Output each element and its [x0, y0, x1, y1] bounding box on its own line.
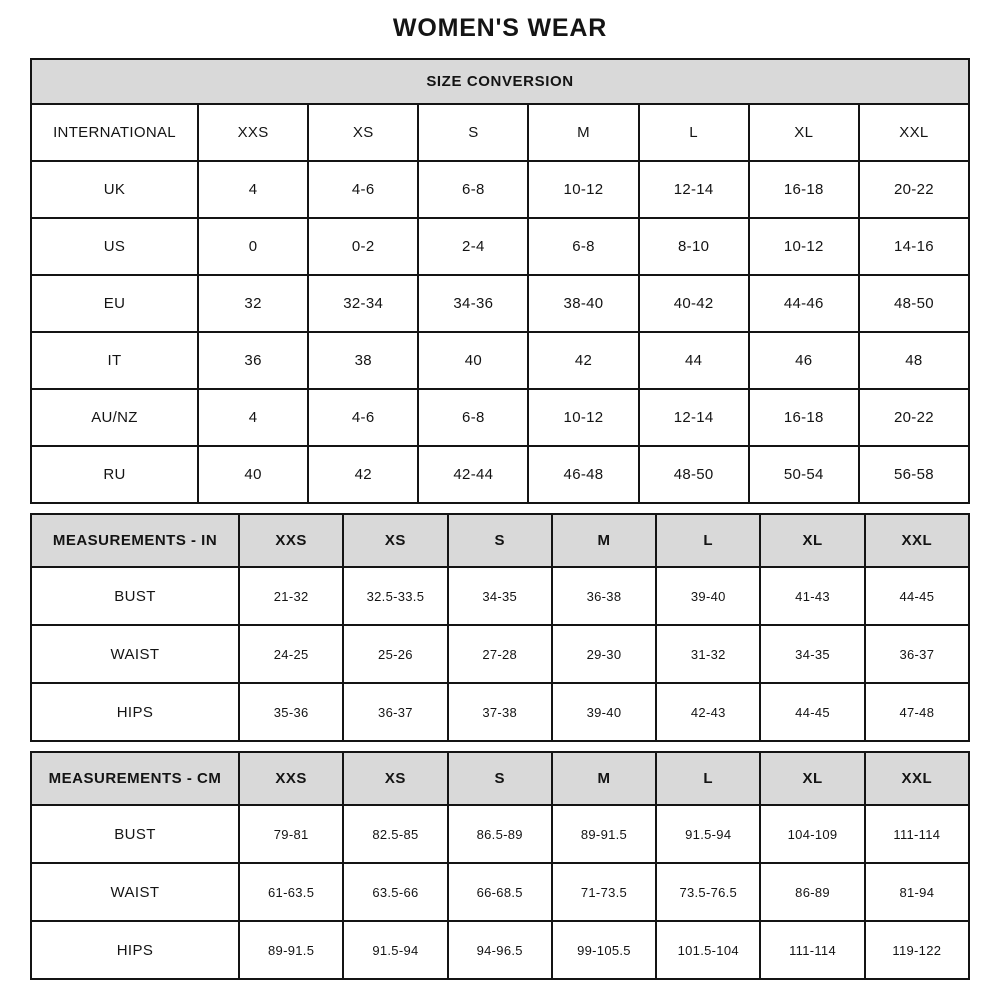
measurement-row [31, 683, 969, 741]
column-header-size: L [656, 514, 760, 567]
column-header-size: L [656, 752, 760, 805]
size-value-cell: 42 [308, 446, 418, 503]
measurement-value-cell: 34-35 [448, 567, 552, 625]
size-value-cell: 40 [198, 446, 308, 503]
measurement-value-cell: 35-36 [239, 683, 343, 741]
size-value-cell: 20-22 [859, 161, 969, 218]
size-value-cell: 38 [308, 332, 418, 389]
size-value-cell: 10-12 [528, 389, 638, 446]
size-value-cell: 20-22 [859, 389, 969, 446]
column-header-size: L [639, 104, 749, 161]
size-value-cell: 0 [198, 218, 308, 275]
measurement-value-cell: 39-40 [656, 567, 760, 625]
size-conversion-band-row [31, 59, 969, 104]
size-value-cell: 48 [859, 332, 969, 389]
column-header-size: XL [760, 514, 864, 567]
measurement-value-cell: 86-89 [760, 863, 864, 921]
column-header-size: M [552, 752, 656, 805]
measurement-value-cell: 73.5-76.5 [656, 863, 760, 921]
page-title: WOMEN'S WEAR [392, 14, 608, 42]
column-header-size: XXS [239, 514, 343, 567]
measurements-in-header-section [31, 514, 969, 567]
measurement-value-cell: 91.5-94 [343, 921, 447, 979]
column-header-size: S [448, 514, 552, 567]
measurement-value-cell: 37-38 [448, 683, 552, 741]
measurement-value-cell: 36-37 [343, 683, 447, 741]
size-value-cell: 4 [198, 389, 308, 446]
row-label: HIPS [31, 683, 239, 741]
size-value-cell: 46 [749, 332, 859, 389]
measurements-cm-header-section [31, 752, 969, 805]
column-header-size: XL [760, 752, 864, 805]
size-value-cell: 42-44 [418, 446, 528, 503]
row-label: EU [31, 275, 198, 332]
size-value-cell: 34-36 [418, 275, 528, 332]
row-label: WAIST [31, 863, 239, 921]
measurement-row [31, 863, 969, 921]
measurements-cm-table [30, 751, 970, 980]
column-header-size: XXL [859, 104, 969, 161]
measurement-value-cell: 27-28 [448, 625, 552, 683]
measurement-value-cell: 111-114 [760, 921, 864, 979]
column-header-size: M [552, 514, 656, 567]
size-value-cell: 12-14 [639, 161, 749, 218]
measurement-value-cell: 91.5-94 [656, 805, 760, 863]
measurement-value-cell: 71-73.5 [552, 863, 656, 921]
size-value-cell: 42 [528, 332, 638, 389]
measurements-in-columns-row [31, 514, 969, 567]
size-value-cell: 4 [198, 161, 308, 218]
size-value-cell: 40 [418, 332, 528, 389]
row-label: RU [31, 446, 198, 503]
row-label: BUST [31, 805, 239, 863]
size-value-cell: 8-10 [639, 218, 749, 275]
measurement-value-cell: 32.5-33.5 [343, 567, 447, 625]
measurement-value-cell: 63.5-66 [343, 863, 447, 921]
measurement-row [31, 921, 969, 979]
size-conversion-row [31, 389, 969, 446]
size-value-cell: 48-50 [859, 275, 969, 332]
measurement-value-cell: 81-94 [865, 863, 969, 921]
size-value-cell: 46-48 [528, 446, 638, 503]
measurement-value-cell: 119-122 [865, 921, 969, 979]
measurement-value-cell: 79-81 [239, 805, 343, 863]
size-conversion-row [31, 275, 969, 332]
measurement-value-cell: 82.5-85 [343, 805, 447, 863]
column-header-size: XS [343, 752, 447, 805]
measurement-value-cell: 89-91.5 [552, 805, 656, 863]
size-value-cell: 6-8 [418, 389, 528, 446]
size-value-cell: 32-34 [308, 275, 418, 332]
size-value-cell: 44 [639, 332, 749, 389]
size-conversion-columns-row [31, 104, 969, 161]
measurement-value-cell: 86.5-89 [448, 805, 552, 863]
size-value-cell: 36 [198, 332, 308, 389]
measurement-value-cell: 29-30 [552, 625, 656, 683]
column-header-size: M [528, 104, 638, 161]
size-value-cell: 4-6 [308, 161, 418, 218]
size-conversion-row [31, 218, 969, 275]
column-header-measurements: MEASUREMENTS - CM [31, 752, 239, 805]
measurements-in-table [30, 513, 970, 742]
row-label: IT [31, 332, 198, 389]
column-header-international: INTERNATIONAL [31, 104, 198, 161]
measurement-value-cell: 36-38 [552, 567, 656, 625]
size-value-cell: 50-54 [749, 446, 859, 503]
size-conversion-row [31, 332, 969, 389]
size-value-cell: 32 [198, 275, 308, 332]
column-header-size: XL [749, 104, 859, 161]
column-header-measurements: MEASUREMENTS - IN [31, 514, 239, 567]
size-value-cell: 0-2 [308, 218, 418, 275]
size-conversion-body [31, 161, 969, 503]
size-value-cell: 44-46 [749, 275, 859, 332]
size-value-cell: 4-6 [308, 389, 418, 446]
size-conversion-header-section [31, 59, 969, 161]
measurements-cm-columns-row [31, 752, 969, 805]
measurement-value-cell: 41-43 [760, 567, 864, 625]
measurement-value-cell: 39-40 [552, 683, 656, 741]
row-label: WAIST [31, 625, 239, 683]
size-value-cell: 10-12 [528, 161, 638, 218]
measurements-cm-body [31, 805, 969, 979]
size-value-cell: 6-8 [418, 161, 528, 218]
measurement-value-cell: 47-48 [865, 683, 969, 741]
row-label: HIPS [31, 921, 239, 979]
measurement-value-cell: 34-35 [760, 625, 864, 683]
column-header-size: S [418, 104, 528, 161]
row-label: UK [31, 161, 198, 218]
measurement-row [31, 567, 969, 625]
measurement-value-cell: 94-96.5 [448, 921, 552, 979]
measurement-value-cell: 25-26 [343, 625, 447, 683]
measurement-row [31, 805, 969, 863]
measurement-value-cell: 111-114 [865, 805, 969, 863]
column-header-size: XXS [239, 752, 343, 805]
size-value-cell: 16-18 [749, 389, 859, 446]
size-value-cell: 16-18 [749, 161, 859, 218]
measurement-value-cell: 104-109 [760, 805, 864, 863]
column-header-size: S [448, 752, 552, 805]
size-value-cell: 48-50 [639, 446, 749, 503]
size-value-cell: 6-8 [528, 218, 638, 275]
column-header-size: XXL [865, 514, 969, 567]
column-header-size: XS [308, 104, 418, 161]
measurement-value-cell: 99-105.5 [552, 921, 656, 979]
column-header-size: XXS [198, 104, 308, 161]
measurement-value-cell: 36-37 [865, 625, 969, 683]
size-value-cell: 56-58 [859, 446, 969, 503]
size-conversion-row [31, 161, 969, 218]
column-header-size: XXL [865, 752, 969, 805]
size-value-cell: 40-42 [639, 275, 749, 332]
measurements-in-body [31, 567, 969, 741]
measurement-value-cell: 66-68.5 [448, 863, 552, 921]
measurement-value-cell: 44-45 [760, 683, 864, 741]
measurement-value-cell: 101.5-104 [656, 921, 760, 979]
size-value-cell: 12-14 [639, 389, 749, 446]
size-value-cell: 10-12 [749, 218, 859, 275]
size-conversion-header: SIZE CONVERSION [31, 59, 969, 104]
column-header-size: XS [343, 514, 447, 567]
measurement-value-cell: 24-25 [239, 625, 343, 683]
measurement-row [31, 625, 969, 683]
row-label: BUST [31, 567, 239, 625]
size-value-cell: 38-40 [528, 275, 638, 332]
size-value-cell: 14-16 [859, 218, 969, 275]
size-conversion-table [30, 58, 970, 504]
measurement-value-cell: 44-45 [865, 567, 969, 625]
measurement-value-cell: 42-43 [656, 683, 760, 741]
row-label: AU/NZ [31, 389, 198, 446]
row-label: US [31, 218, 198, 275]
measurement-value-cell: 89-91.5 [239, 921, 343, 979]
measurement-value-cell: 21-32 [239, 567, 343, 625]
size-value-cell: 2-4 [418, 218, 528, 275]
size-conversion-row [31, 446, 969, 503]
measurement-value-cell: 31-32 [656, 625, 760, 683]
measurement-value-cell: 61-63.5 [239, 863, 343, 921]
